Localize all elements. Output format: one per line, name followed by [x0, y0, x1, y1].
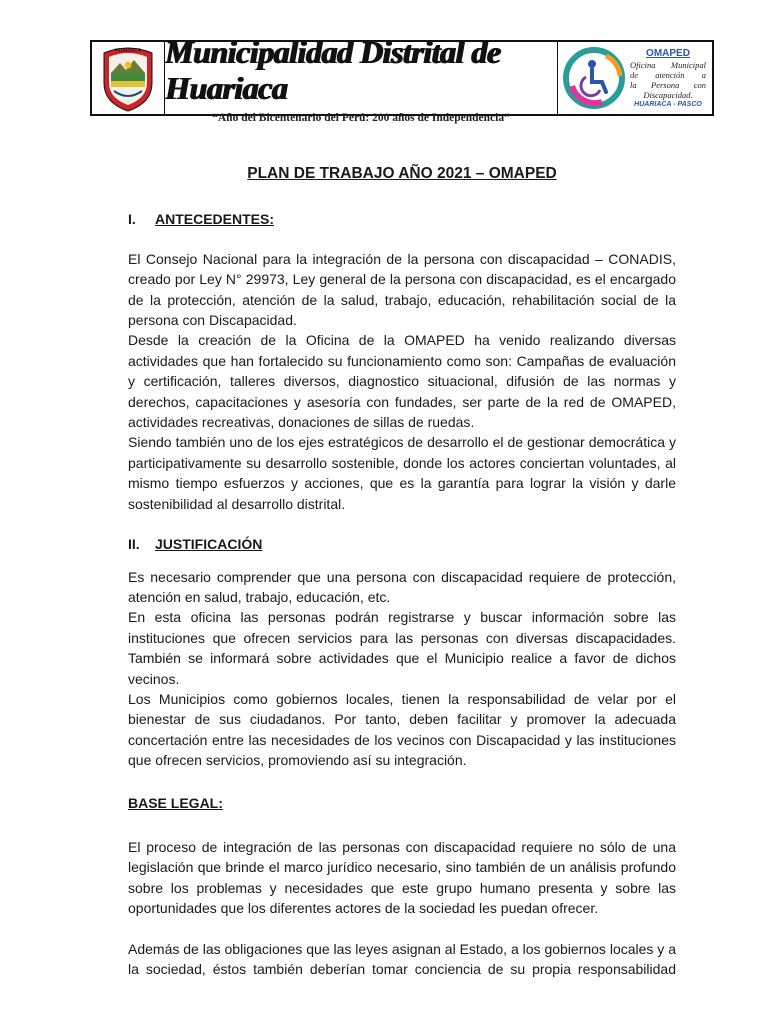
paragraph: El proceso de integración de las personas con discapacidad requiere no sólo de una legislación que brinde el marco jurídico necesario, sino también de un análisis profundo sobre los problemas y necesidades que este grupo humano presenta y sobre las oportunidades que los diferentes actores de la sociedad les puedan ofrecer. — [128, 838, 676, 917]
paragraph: Los Municipios como gobiernos locales, tienen la responsabilidad de velar por el bienestar de sus ciudadanos. Por tanto, deben facilitar y promover la adecuada concertación entre las necesidades de los vecinos con Discapacidad y las instituciones que ofrecen servicios, promoviendo así su integración. — [128, 690, 676, 769]
paragraph: Además de las obligaciones que las leyes asignan al Estado, a los gobiernos locales y a la sociedad, éstos también deberían tomar conciencia de su propia responsabilidad — [128, 940, 676, 977]
paragraph: Desde la creación de la Oficina de la OMAPED ha venido realizando diversas actividades que han fortalecido su funcionamiento como son: Campañas de evaluación y certificación, talleres diversos, diagnostico situacional, difusión de las normas y derechos, capacitaciones y asesoría con fundades, ser parte de la red de OMAPED, actividades recreativas, donaciones de sillas de ruedas. — [128, 332, 676, 431]
letterhead — [90, 34, 714, 124]
omaped-name: OMAPED — [646, 48, 690, 59]
municipality-title: Municipalidad Distrital de Huariaca — [165, 34, 501, 106]
section-heading-base-legal: BASE LEGAL: — [128, 794, 223, 811]
omaped-place: HUARIACA - PASCO — [634, 101, 702, 108]
document-title: PLAN DE TRABAJO AÑO 2021 – OMAPED — [247, 165, 557, 182]
omaped-desc-line: la Persona con — [630, 80, 706, 90]
paragraph: Siendo también uno de los ejes estratégicos de desarrollo el de gestionar democrática y participativamente su desarrollo sostenible, donde los actores conciertan voluntades, al mismo tiempo esfuerzos y acciones, que es la garantía para lograr la visión y darle sostenibilidad al desarrollo distrital. — [128, 434, 676, 512]
municipal-shield-cell — [92, 42, 165, 114]
wheelchair-logo-icon — [562, 46, 626, 110]
omaped-desc-line: de atención a — [630, 70, 706, 80]
omaped-desc-line: Discapacidad. — [643, 90, 693, 100]
document-body — [128, 164, 676, 979]
section-heading-antecedentes: I. ANTECEDENTES: — [128, 211, 275, 228]
omaped-logo-cell — [557, 42, 712, 114]
omaped-desc-line: Oficina Municipal — [630, 60, 706, 70]
section-heading-justificacion: II. JUSTIFICACIÓN — [128, 536, 263, 553]
year-motto: “Año del Bicentenario del Perú: 200 años de Independencia” — [212, 112, 510, 124]
svg-text:HUARIACA: HUARIACA — [115, 48, 141, 54]
paragraph: El Consejo Nacional para la integración de la persona con discapacidad – CONADIS, creado por Ley N° 29973, Ley general de la persona con discapacidad, es el encargado de la protección, atención de la salud, trabajo, educación, rehabilitación social de la persona con Discapacidad. — [128, 250, 676, 329]
paragraph: En esta oficina las personas podrán registrarse y buscar información sobre las instituciones que ofrecen servicios para las personas con diversas discapacidades. También se informará sobre actividades que el Municipio realice a favor de dichos vecinos. — [128, 609, 676, 687]
letterhead-title-cell — [165, 34, 557, 124]
paragraph: Es necesario comprender que una persona con discapacidad requiere de protección, atención en salud, trabajo, educación, etc. — [128, 568, 676, 605]
municipal-shield-icon — [96, 43, 160, 113]
